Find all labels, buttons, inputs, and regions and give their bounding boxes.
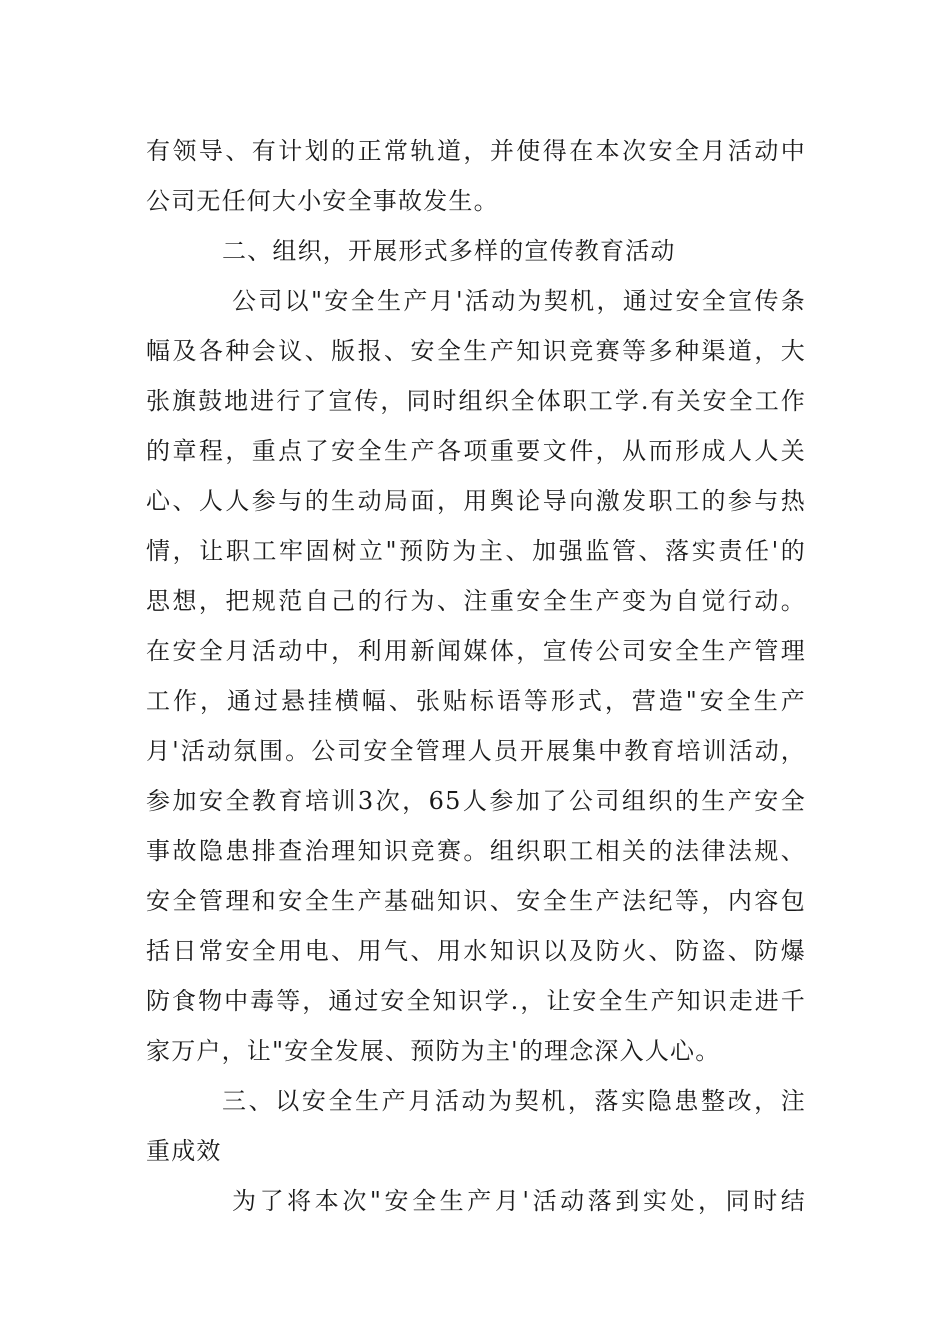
text-line: 张旗鼓地进行了宣传，同时组织全体职工学.有关安全工作 [146,387,806,415]
text-line: 幅及各种会议、版报、安全生产知识竞赛等多种渠道，大 [146,337,806,365]
text-line: 括日常安全用电、用气、用水知识以及防火、防盗、防爆 [146,937,806,965]
text-line: 有领导、有计划的正常轨道，并使得在本次安全月活动中 [146,137,806,165]
text-line: 思想，把规范自己的行为、注重安全生产变为自觉行动。 [146,587,806,615]
text-line: 心、人人参与的生动局面，用舆论导向激发职工的参与热 [146,487,806,515]
text-line: 月'活动氛围。公司安全管理人员开展集中教育培训活动， [146,737,806,765]
text-line: 情，让职工牢固树立"预防为主、加强监管、落实责任'的 [146,537,806,565]
text-line: 为了将本次"安全生产月'活动落到实处，同时结 [232,1187,806,1215]
section-heading: 二、组织，开展形式多样的宣传教育活动 [222,237,676,265]
text-line: 的章程，重点了安全生产各项重要文件，从而形成人人关 [146,437,806,465]
text-line: 公司以"安全生产月'活动为契机，通过安全宣传条 [232,287,806,315]
text-line: 参加安全教育培训3次，65人参加了公司组织的生产安全 [146,787,806,815]
text-line: 安全管理和安全生产基础知识、安全生产法纪等，内容包 [146,887,806,915]
section-heading-continued: 重成效 [146,1137,222,1165]
section-heading: 三、以安全生产月活动为契机，落实隐患整改，注 [222,1087,806,1115]
text-line: 事故隐患排查治理知识竞赛。组织职工相关的法律法规、 [146,837,806,865]
text-line: 家万户，让"安全发展、预防为主'的理念深入人心。 [146,1037,721,1065]
text-line: 工作，通过悬挂横幅、张贴标语等形式，营造"安全生产 [146,687,806,715]
text-line: 在安全月活动中，利用新闻媒体，宣传公司安全生产管理 [146,637,806,665]
text-line: 防食物中毒等，通过安全知识学.，让安全生产知识走进千 [146,987,806,1015]
text-line: 公司无任何大小安全事故发生。 [146,187,499,215]
